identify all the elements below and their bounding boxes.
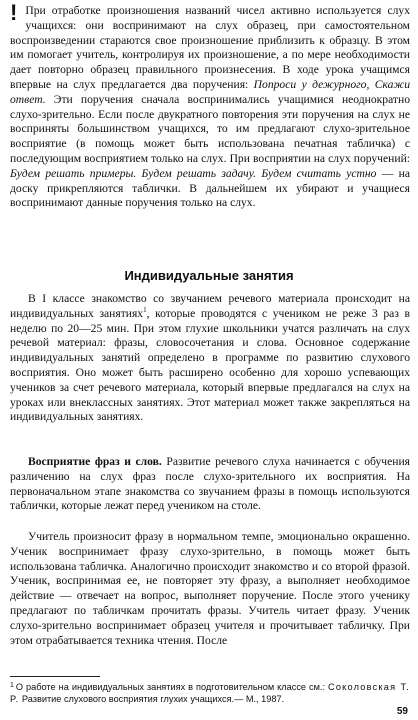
paragraph-text: Развитие речевого слуха начинается с обучения различению на слух фраз после слухо-зрительного их восприятия. На первоначальном этапе знакомства со звучанием фразы в помощь используются таблички, которые лежат перед учеником на столе. [10,455,410,513]
paragraph-number-pronunciation [10,0,410,211]
footnote-marker: 1 [10,682,14,689]
section-heading: Индивидуальные занятия [124,268,294,283]
paragraph-text: При отработке произношения названий чисел активно используется слух учащихся: они воспринимают на слух образец, при самостоятельном воспроизведении стараются свое произношение приблизить к образцу. В этом им помогает учитель, контролируя их произношение, а по мере необходимости дает повторно образец правильного произнесения. В ходе урока учащимся впервые на слух предлагается два поручения: [10,4,410,91]
paragraph-text: — на доску прикрепляются таблички. В дальнейшем их убирают и учащиеся воспринимают данные поручения только на слух. [10,166,410,210]
paragraph-text: , которые проводятся с учеником не реже 3 раз в неделю по 20—25 мин. При этом глухие школьники учатся различать на слух речевой материал: фразы, словосочетания и слова. Основное содержание индивидуальных занятий определено в программе по развитию слухового восприятия. Оно может быть расширено особенно для хорошо успевающих учеников за счет речевого материала, который впервые предлагался на слух на уроках или внеклассных занятиях. Этот материал может также закрепляться на индивидуальных занятиях. [10,306,410,424]
paragraph-individual-lessons [10,292,410,425]
page-number: 59 [396,706,408,717]
paragraph-text: Учитель произносит фразу в нормальном темпе, эмоционально окрашенно. Ученик воспринимает фразу слухо-зрительно, в помощь может быть использована табличка. Аналогично происходит знакомство и со второй фразой. Ученик, воспринимая ее, не повторяет эту фразу, а выполняет необходимое действие — отвечает на вопрос, выполняет поручение. После этого ученику предлагают по табличкам прочитать фразы. Учитель читает фразу. Ученик слухо-зрительно воспринимает образец учителя и прочитывает табличку. При этом отрабатывается техника чтения. После [10,530,410,647]
footnote-text: Развитие слухового восприятия глухих учащихся.— М., 1987. [19,694,285,704]
run-in-heading: Восприятие фраз и слов. [28,455,162,468]
paragraph-text: Эти поручения сначала воспринимались учащимися неоднократно слухо-зрительно. Если после двукратного повторения эти поручения на слух не восприняты большинством учащихся, то им предлагают слухо-зрительное восприятие (в помощь может быть использована печатная табличка) с последующим восприятием только на слух. При восприятии на слух поручений: [10,92,410,165]
footnote [10,680,410,705]
exclamation-mark-icon: ! [10,0,18,25]
paragraph-phrase-perception [10,455,410,514]
italic-commands: Попроси у дежурного, Скажи ответ. [10,77,410,106]
paragraph-text: В I классе знакомство со звучанием речевого материала происходит на индивидуальных занятиях [10,292,410,320]
footnote-text: О работе на индивидуальных занятиях в подготовительном классе см.: [15,682,329,692]
paragraph-teacher-procedure [10,530,410,648]
footnote-reference: 1 [143,305,147,314]
footnote-author: Соколовская Т. Р. [10,682,410,704]
footnote-divider [10,676,100,677]
italic-commands: Будем решать примеры. Будем решать задачу. Будем считать устно [10,166,377,180]
